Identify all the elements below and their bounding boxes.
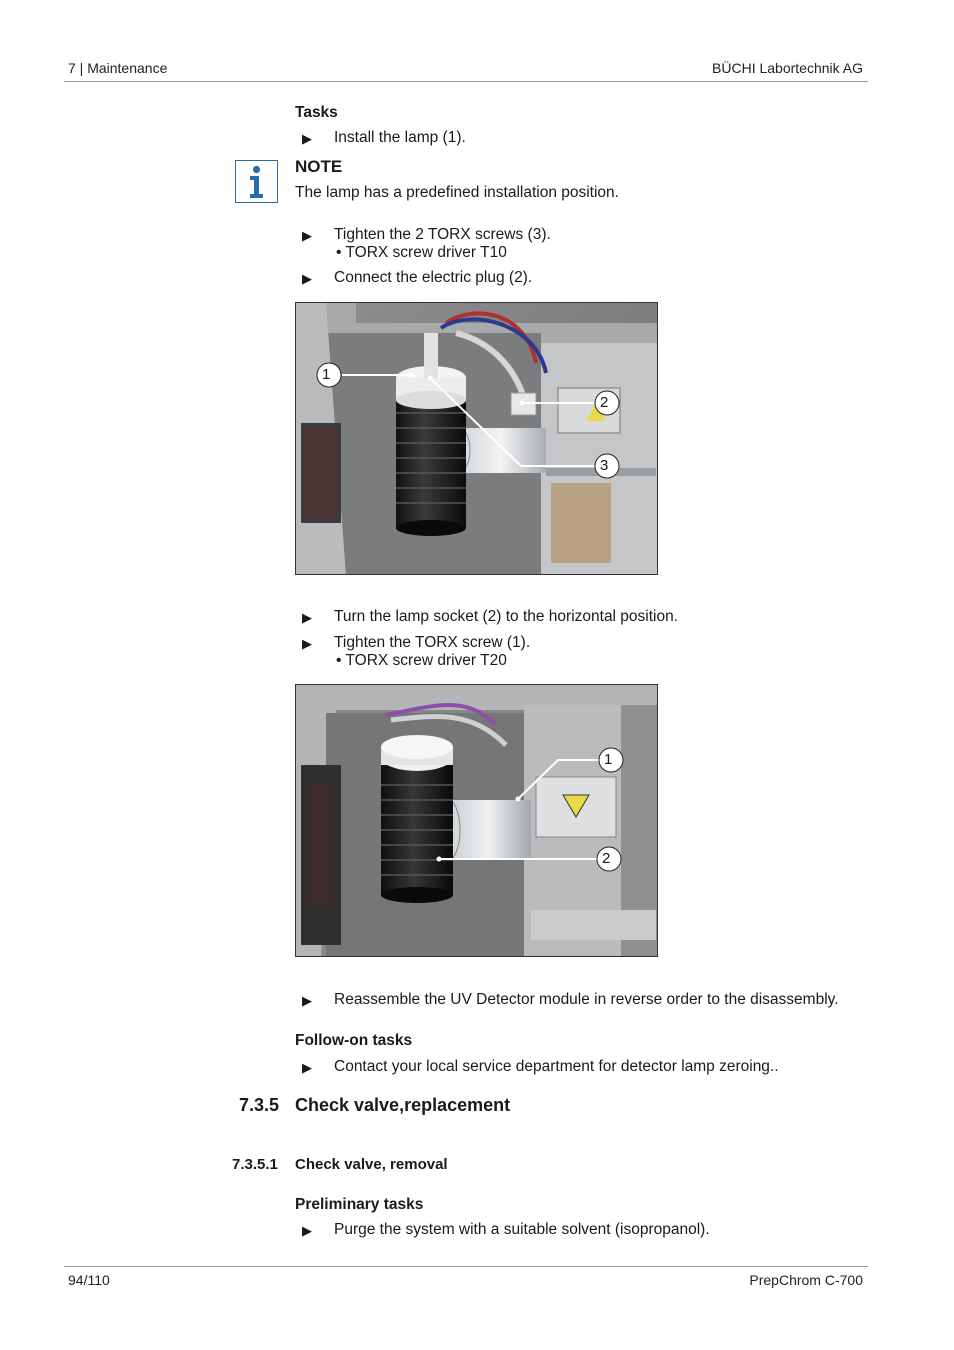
tasks-step-install: Install the lamp (1). [334,129,466,146]
figure1-callout-2: 2 [600,394,609,411]
footer-product: PrepChrom C-700 [749,1272,863,1288]
step-tighten-torx-screw: Tighten the TORX screw (1). [334,634,531,651]
note-title: NOTE [295,157,343,176]
footer-rule [64,1266,868,1267]
step-reassemble-module: Reassemble the UV Detector module in reverse order to the disassembly. [334,991,839,1008]
preliminary-step-purge: Purge the system with a suitable solvent (isopropanol). [334,1221,710,1238]
figure1-callout-1: 1 [322,366,331,383]
subsection-title: Check valve, removal [295,1156,448,1173]
figure2-callout-1: 1 [604,751,613,768]
step-tighten-torx-screws-sub: • TORX screw driver T10 [336,244,507,261]
step-tighten-torx-screw-sub: • TORX screw driver T20 [336,652,507,669]
header-chapter: 7 | Maintenance [68,60,168,76]
section-number: 7.3.5 [239,1095,280,1115]
figure2-callout-2: 2 [602,850,611,867]
info-icon [235,160,278,203]
bullet-arrow: ▶ [302,1060,312,1075]
figure-lamp-install-photo [295,302,658,575]
bullet-arrow: ▶ [302,610,312,625]
tasks-heading: Tasks [295,104,338,121]
bullet-arrow: ▶ [302,1223,312,1238]
bullet-arrow: ▶ [302,228,312,243]
note-text: The lamp has a predefined installation position. [295,184,619,201]
header-company: BÜCHI Labortechnik AG [712,60,863,76]
step-connect-plug: Connect the electric plug (2). [334,269,533,286]
subsection-number: 7.3.5.1 [232,1156,278,1173]
follow-on-step-contact: Contact your local service department for detector lamp zeroing.. [334,1058,779,1075]
figure1-callout-3: 3 [600,457,609,474]
footer-page-number: 94/110 [68,1272,110,1288]
section-title: Check valve,replacement [295,1095,511,1115]
bullet-arrow: ▶ [302,993,312,1008]
follow-on-heading: Follow-on tasks [295,1032,413,1049]
preliminary-heading: Preliminary tasks [295,1196,424,1213]
bullet-arrow: ▶ [302,271,312,286]
step-turn-lamp-socket: Turn the lamp socket (2) to the horizontal position. [334,608,679,625]
bullet-arrow: ▶ [302,636,312,651]
bullet-arrow: ▶ [302,131,312,146]
step-tighten-torx-screws: Tighten the 2 TORX screws (3). [334,226,551,243]
figure-lamp-socket-photo [295,684,658,957]
header-rule [64,81,868,82]
